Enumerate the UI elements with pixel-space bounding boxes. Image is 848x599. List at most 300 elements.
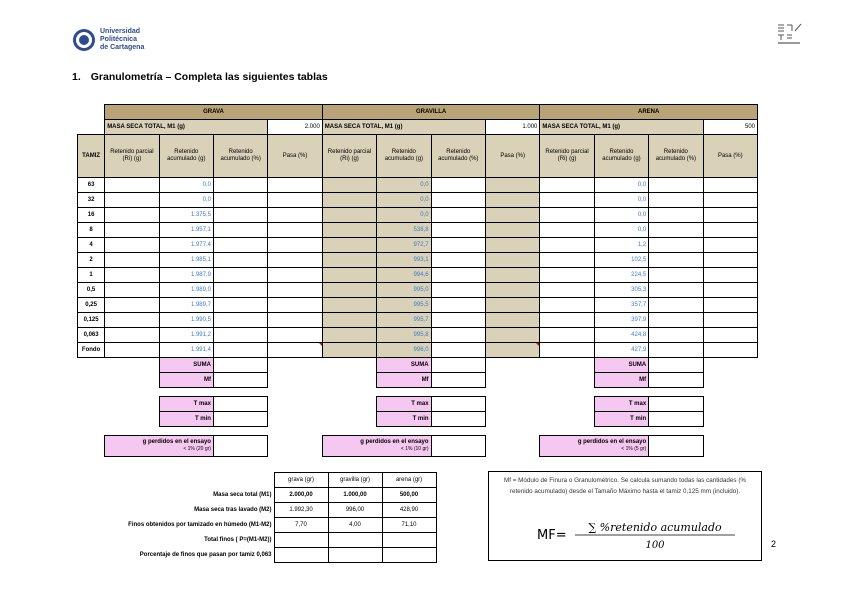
blank-cell: [322, 397, 376, 412]
sieve-size: Fondo: [78, 343, 105, 358]
retained-pct-cell: [431, 328, 485, 343]
lost-note: < 1% (5 gr): [621, 446, 647, 452]
pass-cell: [268, 193, 322, 208]
blank-cell: [78, 412, 105, 427]
pass-cell: [485, 223, 539, 238]
spacer-cell: [78, 388, 758, 397]
retained-partial-cell: [322, 343, 376, 358]
retained-partial-cell: [540, 253, 594, 268]
retained-accum-cell: 1,2: [594, 238, 648, 253]
retained-partial-cell: [322, 208, 376, 223]
retained-accum-cell: 972,7: [377, 238, 431, 253]
pass-cell: [703, 313, 757, 328]
retained-pct-cell: [213, 208, 267, 223]
lost-value: [649, 436, 703, 457]
mass-label: MASA SECA TOTAL, M1 (g): [105, 120, 268, 135]
sieve-size: 0,5: [78, 283, 105, 298]
retained-partial-cell: [105, 208, 159, 223]
retained-pct-cell: [649, 238, 703, 253]
retained-partial-cell: [322, 298, 376, 313]
mf-label: Mf: [159, 373, 213, 388]
retained-partial-cell: [540, 313, 594, 328]
retained-pct-cell: [431, 253, 485, 268]
retained-partial-cell: [322, 328, 376, 343]
retained-partial-cell: [540, 238, 594, 253]
retained-partial-cell: [540, 223, 594, 238]
lost-title: g perdidos en el ensayo: [360, 439, 429, 445]
column-header: Retenido acumulado (g): [377, 135, 431, 178]
pass-cell: [703, 193, 757, 208]
retained-accum-cell: 993,1: [377, 253, 431, 268]
retained-accum-cell: 1.989,7: [159, 298, 213, 313]
summary-row-label: Masa seca total (M1): [213, 491, 272, 498]
retained-accum-cell: 1.990,5: [159, 313, 213, 328]
tmin-row: [78, 412, 758, 427]
pass-cell: [268, 178, 322, 193]
page-number: 2: [771, 539, 777, 549]
retained-pct-cell: [431, 283, 485, 298]
summary-value: [274, 548, 328, 563]
retained-accum-cell: 996,0: [377, 343, 431, 358]
summary-row-label: Porcentaje de finos que pasan por tamiz 0,063: [139, 551, 272, 558]
blank-cell: [703, 358, 757, 373]
spacer-cell: [78, 427, 758, 436]
retained-pct-cell: [213, 223, 267, 238]
tmax-label: T max: [377, 397, 431, 412]
column-header: Retenido acumulado (g): [159, 135, 213, 178]
tmax-value: [649, 397, 703, 412]
lost-label: [322, 436, 431, 457]
mf-label: Mf: [594, 373, 648, 388]
section-heading: [72, 71, 328, 83]
sieve-row: [78, 328, 758, 343]
retained-partial-cell: [540, 178, 594, 193]
retained-pct-cell: [431, 223, 485, 238]
retained-pct-cell: [431, 298, 485, 313]
retained-pct-cell: [649, 268, 703, 283]
granulometry-table: [77, 104, 758, 457]
retained-accum-cell: 995,0: [377, 283, 431, 298]
retained-partial-cell: [105, 238, 159, 253]
suma-label: SUMA: [159, 358, 213, 373]
group-name: GRAVA: [105, 105, 323, 120]
suma-row: [78, 358, 758, 373]
summary-row: [77, 518, 436, 533]
retained-pct-cell: [649, 178, 703, 193]
retained-pct-cell: [213, 268, 267, 283]
retained-pct-cell: [431, 313, 485, 328]
column-header: Retenido parcial (Ri) (g): [540, 135, 594, 178]
sieve-size: 16: [78, 208, 105, 223]
summary-header-row: [77, 473, 436, 488]
summary-col-header: gravilla (gr): [328, 473, 382, 488]
pass-cell: [703, 223, 757, 238]
retained-partial-cell: [105, 193, 159, 208]
retained-accum-cell: 538,8: [377, 223, 431, 238]
pass-cell: [268, 253, 322, 268]
retained-partial-cell: [540, 283, 594, 298]
retained-pct-cell: [649, 328, 703, 343]
retained-pct-cell: [649, 313, 703, 328]
pass-cell: [703, 238, 757, 253]
retained-pct-cell: [213, 193, 267, 208]
retained-pct-cell: [213, 178, 267, 193]
retained-accum-cell: 1.985,1: [159, 253, 213, 268]
tmax-label: T max: [159, 397, 213, 412]
blank-cell: [322, 373, 376, 388]
blank-cell: [78, 373, 105, 388]
column-header-row: [78, 135, 758, 178]
tmax-value: [213, 397, 267, 412]
retained-accum-cell: 995,5: [377, 298, 431, 313]
pass-cell: [268, 298, 322, 313]
column-header: Retenido acumulado (%): [213, 135, 267, 178]
retained-pct-cell: [213, 298, 267, 313]
blank-cell: [78, 436, 105, 457]
retained-accum-cell: 102,5: [594, 253, 648, 268]
mf-value: [649, 373, 703, 388]
mf-value: [431, 373, 485, 388]
blank-cell: [268, 397, 322, 412]
summary-row-label: Masa seca tras lavado (M2): [194, 506, 272, 513]
suma-label: SUMA: [377, 358, 431, 373]
retained-accum-cell: 995,7: [377, 313, 431, 328]
sieve-size: 2: [78, 253, 105, 268]
blank-cell: [485, 436, 539, 457]
pass-cell: [485, 283, 539, 298]
summary-value: [382, 548, 436, 563]
lost-note: < 1% (10 gr): [400, 446, 429, 452]
lost-title: g perdidos en el ensayo: [577, 439, 647, 445]
tmin-value: [649, 412, 703, 427]
tmin-label: T min: [594, 412, 648, 427]
retained-pct-cell: [649, 298, 703, 313]
retained-accum-cell: 0,0: [594, 193, 648, 208]
blank-cell: [78, 120, 105, 135]
retained-pct-cell: [213, 343, 267, 358]
retained-accum-cell: 1.977,4: [159, 238, 213, 253]
blank-cell: [703, 436, 757, 457]
mf-label: Mf: [377, 373, 431, 388]
blank-cell: [322, 412, 376, 427]
sieve-row: [78, 313, 758, 328]
retained-accum-cell: 224,5: [594, 268, 648, 283]
mass-value: 1.000: [485, 120, 539, 135]
retained-accum-cell: 994,6: [377, 268, 431, 283]
sieve-size: 32: [78, 193, 105, 208]
retained-accum-cell: 0,0: [159, 178, 213, 193]
blank-cell: [703, 412, 757, 427]
column-header: Retenido parcial (Ri) (g): [105, 135, 159, 178]
retained-accum-cell: 1.957,1: [159, 223, 213, 238]
university-logo: [72, 28, 192, 54]
retained-partial-cell: [105, 178, 159, 193]
tmax-label: T max: [594, 397, 648, 412]
retained-partial-cell: [540, 268, 594, 283]
retained-partial-cell: [322, 223, 376, 238]
sieve-row: [78, 208, 758, 223]
mf-formula: [537, 518, 737, 555]
summary-value: 7,70: [274, 518, 328, 533]
column-header: Retenido parcial (Ri) (g): [322, 135, 376, 178]
column-header: Pasa (%): [268, 135, 322, 178]
section-title: Granulometría – Completa las siguientes tablas: [90, 71, 328, 83]
retained-partial-cell: [105, 253, 159, 268]
retained-partial-cell: [540, 343, 594, 358]
lost-value: [431, 436, 485, 457]
university-emblem-icon: [72, 28, 96, 52]
sieve-row: [78, 343, 758, 358]
sieve-row: [78, 298, 758, 313]
blank-cell: [105, 358, 159, 373]
column-header: Retenido acumulado (%): [431, 135, 485, 178]
retained-pct-cell: [213, 313, 267, 328]
sieve-row: [78, 283, 758, 298]
pass-cell: [485, 208, 539, 223]
retained-partial-cell: [322, 313, 376, 328]
summary-table: [77, 472, 437, 563]
retained-partial-cell: [105, 313, 159, 328]
retained-accum-cell: 424,8: [594, 328, 648, 343]
summary-row: [77, 488, 436, 503]
retained-accum-cell: 305,3: [594, 283, 648, 298]
pass-cell: [485, 238, 539, 253]
lost-title: g perdidos en el ensayo: [142, 439, 211, 445]
spacer-row: [78, 388, 758, 397]
pass-cell: [268, 328, 322, 343]
blank-cell: [540, 358, 594, 373]
retained-partial-cell: [322, 283, 376, 298]
sieve-size: 0,25: [78, 298, 105, 313]
mass-value: 500: [703, 120, 757, 135]
sieve-size: 8: [78, 223, 105, 238]
blank-cell: [105, 412, 159, 427]
blank-cell: [485, 397, 539, 412]
pass-cell: [485, 343, 539, 358]
blank-cell: [268, 412, 322, 427]
sieve-row: [78, 178, 758, 193]
sieve-row: [78, 253, 758, 268]
suma-value: [649, 358, 703, 373]
summary-value: 428,90: [382, 503, 436, 518]
suma-value: [431, 358, 485, 373]
suma-value: [213, 358, 267, 373]
summary-row: [77, 533, 436, 548]
summary-row-label: Finos obtenidos por tamizado en húmedo (M1-M2): [128, 521, 272, 528]
group-name: ARENA: [540, 105, 758, 120]
retained-accum-cell: 0,0: [159, 193, 213, 208]
lost-row: [78, 436, 758, 457]
mass-value: 2.000: [268, 120, 322, 135]
blank-cell: [485, 358, 539, 373]
pass-cell: [268, 268, 322, 283]
column-header: Retenido acumulado (g): [594, 135, 648, 178]
pass-cell: [268, 343, 322, 358]
tmin-value: [213, 412, 267, 427]
sieve-size: 1: [78, 268, 105, 283]
retained-pct-cell: [213, 238, 267, 253]
pass-cell: [268, 223, 322, 238]
retained-accum-cell: 1.991,2: [159, 328, 213, 343]
retained-partial-cell: [540, 193, 594, 208]
summary-value: [274, 533, 328, 548]
pass-cell: [485, 298, 539, 313]
retained-partial-cell: [105, 298, 159, 313]
retained-pct-cell: [213, 328, 267, 343]
retained-pct-cell: [431, 178, 485, 193]
blank-cell: [268, 373, 322, 388]
retained-pct-cell: [213, 283, 267, 298]
summary-row: [77, 503, 436, 518]
pass-cell: [485, 193, 539, 208]
retained-pct-cell: [431, 268, 485, 283]
retained-accum-cell: 995,8: [377, 328, 431, 343]
sieve-size: 63: [78, 178, 105, 193]
summary-value: [328, 533, 382, 548]
retained-pct-cell: [649, 253, 703, 268]
summary-value: 2.000,00: [274, 488, 328, 503]
retained-accum-cell: 1.991,4: [159, 343, 213, 358]
blank-cell: [703, 397, 757, 412]
mf-formula-numerator: ∑ %retenido acumulado: [588, 521, 722, 534]
retained-partial-cell: [105, 343, 159, 358]
retained-accum-cell: 0,0: [594, 178, 648, 193]
sieve-row: [78, 268, 758, 283]
blank-cell: [540, 397, 594, 412]
blank-cell: [703, 373, 757, 388]
summary-value: [382, 533, 436, 548]
blank-cell: [78, 358, 105, 373]
retained-partial-cell: [105, 223, 159, 238]
suma-label: SUMA: [594, 358, 648, 373]
blank-cell: [540, 412, 594, 427]
tmin-label: T min: [159, 412, 213, 427]
sieve-row: [78, 238, 758, 253]
retained-accum-cell: 1.987,9: [159, 268, 213, 283]
pass-cell: [485, 268, 539, 283]
summary-col-header: arena (gr): [382, 473, 436, 488]
column-header: Retenido acumulado (%): [649, 135, 703, 178]
mf-formula-denominator: 100: [645, 540, 665, 551]
retained-partial-cell: [105, 283, 159, 298]
summary-row-label: Total finos ( P=(M1-M2)): [204, 536, 272, 543]
retained-partial-cell: [322, 193, 376, 208]
blank-cell: [322, 358, 376, 373]
mf-row: [78, 373, 758, 388]
mf-formula-lhs: MF=: [537, 528, 567, 543]
retained-accum-cell: 357,7: [594, 298, 648, 313]
retained-partial-cell: [105, 268, 159, 283]
pass-cell: [703, 208, 757, 223]
section-number: 1.: [72, 71, 81, 83]
tmin-value: [431, 412, 485, 427]
retained-pct-cell: [649, 283, 703, 298]
summary-value: 500,00: [382, 488, 436, 503]
pass-cell: [703, 328, 757, 343]
blank-cell: [268, 436, 322, 457]
pass-cell: [485, 313, 539, 328]
pass-cell: [703, 343, 757, 358]
pass-cell: [703, 298, 757, 313]
retained-partial-cell: [322, 268, 376, 283]
retained-pct-cell: [431, 238, 485, 253]
lost-label: [540, 436, 649, 457]
blank-cell: [105, 397, 159, 412]
summary-value: 1.992,30: [274, 503, 328, 518]
retained-accum-cell: 0,0: [594, 223, 648, 238]
summary-value: 1.000,00: [328, 488, 382, 503]
tamiz-header: TAMIZ: [78, 135, 105, 178]
summary-value: 4,00: [328, 518, 382, 533]
tmin-label: T min: [377, 412, 431, 427]
blank-cell: [485, 373, 539, 388]
retained-partial-cell: [322, 253, 376, 268]
column-header: Pasa (%): [485, 135, 539, 178]
sieve-size: 0,063: [78, 328, 105, 343]
sieve-row: [78, 223, 758, 238]
pass-cell: [703, 178, 757, 193]
group-header-row: [78, 105, 758, 120]
retained-partial-cell: [105, 328, 159, 343]
retained-partial-cell: [540, 328, 594, 343]
blank-cell: [268, 358, 322, 373]
column-header: Pasa (%): [703, 135, 757, 178]
sieve-row: [78, 193, 758, 208]
retained-partial-cell: [540, 208, 594, 223]
retained-pct-cell: [649, 208, 703, 223]
summary-col-header: grava (gr): [274, 473, 328, 488]
retained-pct-cell: [649, 223, 703, 238]
pass-cell: [268, 238, 322, 253]
blank-cell: [78, 397, 105, 412]
university-name: Universidad Politécnica de Cartagena: [100, 28, 145, 51]
blank-cell: [78, 105, 105, 120]
retained-pct-cell: [649, 193, 703, 208]
summary-row: [77, 548, 436, 563]
lost-note: < 1% (20 gr): [183, 446, 211, 452]
tmax-row: [78, 397, 758, 412]
mf-note-text: Mf = Módulo de Finura o Granulométrico. Se calcula sumando todas las cantidades (% retenido acumulado) desde el Tamaño Máximo hasta el tamiz 0,125 mm (incluido).: [503, 477, 747, 495]
pass-cell: [485, 178, 539, 193]
pass-cell: [268, 208, 322, 223]
retained-accum-cell: 0,0: [377, 178, 431, 193]
group-name: GRAVILLA: [322, 105, 540, 120]
retained-pct-cell: [649, 343, 703, 358]
retained-accum-cell: 0,0: [377, 193, 431, 208]
mf-value: [213, 373, 267, 388]
retained-accum-cell: 1.989,0: [159, 283, 213, 298]
blank-cell: [485, 412, 539, 427]
pass-cell: [703, 253, 757, 268]
retained-partial-cell: [322, 238, 376, 253]
pass-cell: [485, 253, 539, 268]
pass-cell: [703, 268, 757, 283]
sieve-size: 0,125: [78, 313, 105, 328]
retained-pct-cell: [431, 193, 485, 208]
retained-accum-cell: 0,0: [594, 208, 648, 223]
sieve-size: 4: [78, 238, 105, 253]
pass-cell: [268, 313, 322, 328]
blank-cell: [540, 373, 594, 388]
retained-accum-cell: 1.375,5: [159, 208, 213, 223]
lost-value: [213, 436, 267, 457]
retained-accum-cell: 397,9: [594, 313, 648, 328]
spacer-row: [78, 427, 758, 436]
retained-accum-cell: 427,9: [594, 343, 648, 358]
summary-value: 996,00: [328, 503, 382, 518]
pass-cell: [485, 328, 539, 343]
corner-logo-icon: [776, 22, 804, 46]
